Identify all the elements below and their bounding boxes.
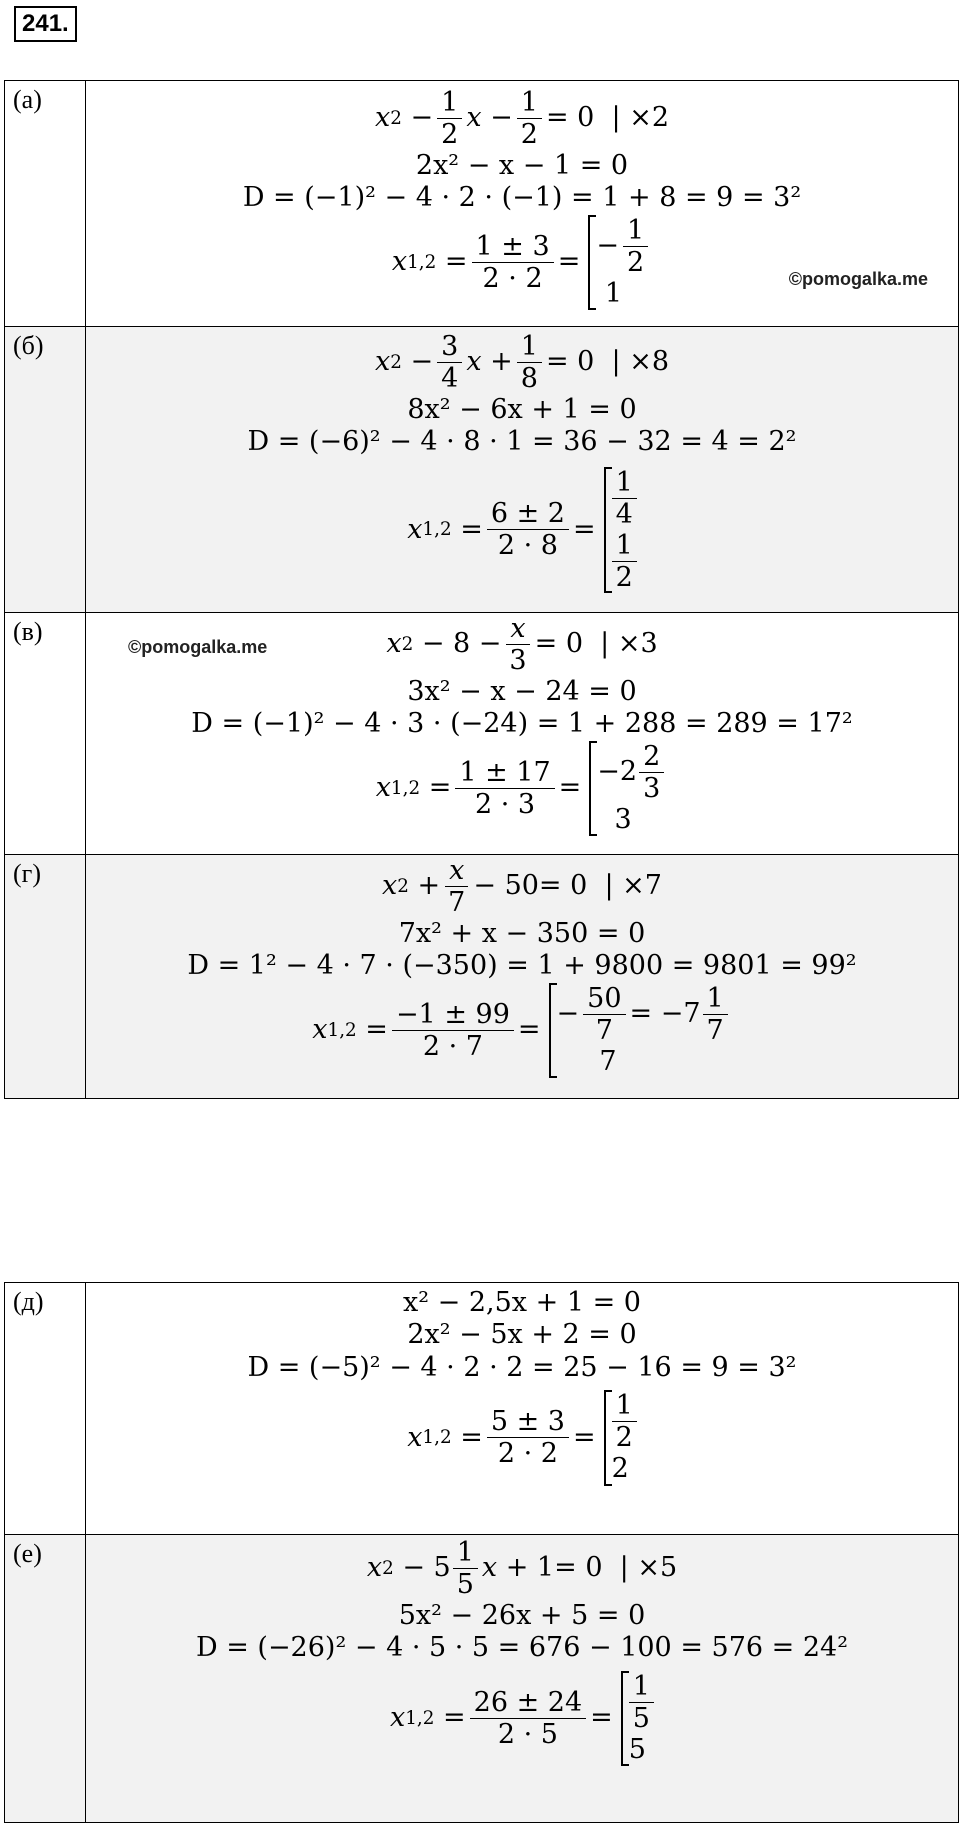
roots-line: x 1,2 = $\frac{26 \pm 24}{2 \cdot 5}$ = $\frac{1}{5}$ 5 bbox=[86, 1671, 958, 1766]
roots-bracket: −2 $\frac{2}{3}$ 3 bbox=[589, 741, 668, 836]
part-d bbox=[5, 855, 959, 1099]
part-body bbox=[86, 1283, 959, 1535]
discriminant-line: D = (−26)² − 4 · 5 · 5 = 676 − 100 = 576 = 24² bbox=[195, 1632, 849, 1664]
equation-line: x 2 + $\frac{x}{7}$ − 50 = 0 | × 7 bbox=[382, 855, 662, 919]
part-body bbox=[86, 855, 959, 1099]
part-body bbox=[86, 1535, 959, 1823]
roots-bracket: − $\frac{50}{7}$ = −7 $\frac{1}{7}$ 7 bbox=[549, 983, 732, 1078]
equation-line: 5x² − 26x + 5 = 0 bbox=[398, 1600, 646, 1632]
equation-line: x 2 − 8 − $\frac{x}{3}$ = 0 | × 3 bbox=[386, 613, 658, 677]
discriminant-line: D = (−5)² − 4 · 2 · 2 = 25 − 16 = 9 = 3² bbox=[247, 1351, 797, 1383]
roots-line: x 1,2 = $\frac{-1 \pm 99}{2 \cdot 7}$ = − $\frac{50}{7}$ = −7 $\frac{1}{7}$ 7 bbox=[86, 983, 958, 1078]
part-label: (б) bbox=[5, 327, 86, 613]
watermark: ©pomogalka.me bbox=[128, 637, 268, 657]
equation-line: x 2 − 5 $\frac{1}{5}$ x + 1 = 0 | × 5 bbox=[366, 1537, 678, 1601]
problem-number: 241. bbox=[14, 6, 77, 42]
part-a bbox=[5, 81, 959, 327]
discriminant-line: D = 1² − 4 · 7 · (−350) = 1 + 9800 = 9801 = 99² bbox=[187, 950, 857, 982]
equation-line: 7x² + x − 350 = 0 bbox=[398, 918, 646, 950]
part-c bbox=[5, 613, 959, 855]
roots-bracket: $\frac{1}{4}$ $\frac{1}{2}$ bbox=[604, 467, 637, 593]
equation-line: 3x² − x − 24 = 0 bbox=[407, 676, 637, 708]
roots-line: x 1,2 = $\frac{5 \pm 3}{2 \cdot 2}$ = $\frac{1}{2}$ 2 bbox=[86, 1390, 958, 1485]
equation-line: 2x² − x − 1 = 0 bbox=[415, 150, 629, 182]
part-f bbox=[5, 1535, 959, 1823]
part-label: (д) bbox=[5, 1283, 86, 1535]
part-label: (г) bbox=[5, 855, 86, 1099]
roots-bracket: $\frac{1}{2}$ 2 bbox=[604, 1390, 637, 1485]
equation-line: x² − 2,5x + 1 = 0 bbox=[403, 1287, 641, 1318]
roots-line: x 1,2 = $\frac{1 \pm 17}{2 \cdot 3}$ = −2 $\frac{2}{3}$ 3 bbox=[86, 741, 958, 836]
part-body bbox=[86, 81, 959, 327]
part-label: (е) bbox=[5, 1535, 86, 1823]
discriminant-line: D = (−1)² − 4 · 2 · (−1) = 1 + 8 = 9 = 3² bbox=[242, 182, 802, 214]
watermark: ©pomogalka.me bbox=[788, 269, 928, 289]
equation-line: 2x² − 5x + 2 = 0 bbox=[407, 1319, 637, 1351]
solution-table-1 bbox=[4, 80, 959, 1099]
part-b bbox=[5, 327, 959, 613]
discriminant-line: D = (−6)² − 4 · 8 · 1 = 36 − 32 = 4 = 2² bbox=[247, 426, 797, 458]
roots-bracket: $\frac{1}{5}$ 5 bbox=[621, 1671, 654, 1766]
equation-line: x 2 − $\frac{3}{4}$ x + $\frac{1}{8}$ = 0 | × 8 bbox=[374, 331, 669, 395]
part-label: (а) bbox=[5, 81, 86, 327]
part-body bbox=[86, 327, 959, 613]
roots-bracket: − $\frac{1}{2}$ 1 bbox=[588, 215, 652, 310]
part-label: (в) bbox=[5, 613, 86, 855]
equation-line: 8x² − 6x + 1 = 0 bbox=[407, 394, 637, 426]
part-body bbox=[86, 613, 959, 855]
solution-table-2 bbox=[4, 1282, 959, 1823]
part-e bbox=[5, 1283, 959, 1535]
discriminant-line: D = (−1)² − 4 · 3 · (−24) = 1 + 288 = 289 = 17² bbox=[191, 708, 853, 740]
roots-line: x 1,2 = $\frac{1 \pm 3}{2 \cdot 2}$ = − $\frac{1}{2}$ 1 bbox=[86, 215, 958, 310]
equation-line: x 2 − $\frac{1}{2}$ x − $\frac{1}{2}$ = 0 | × 2 bbox=[374, 87, 669, 151]
roots-line: x 1,2 = $\frac{6 \pm 2}{2 \cdot 8}$ = $\frac{1}{4}$ $\frac{1}{2}$ bbox=[86, 467, 958, 593]
